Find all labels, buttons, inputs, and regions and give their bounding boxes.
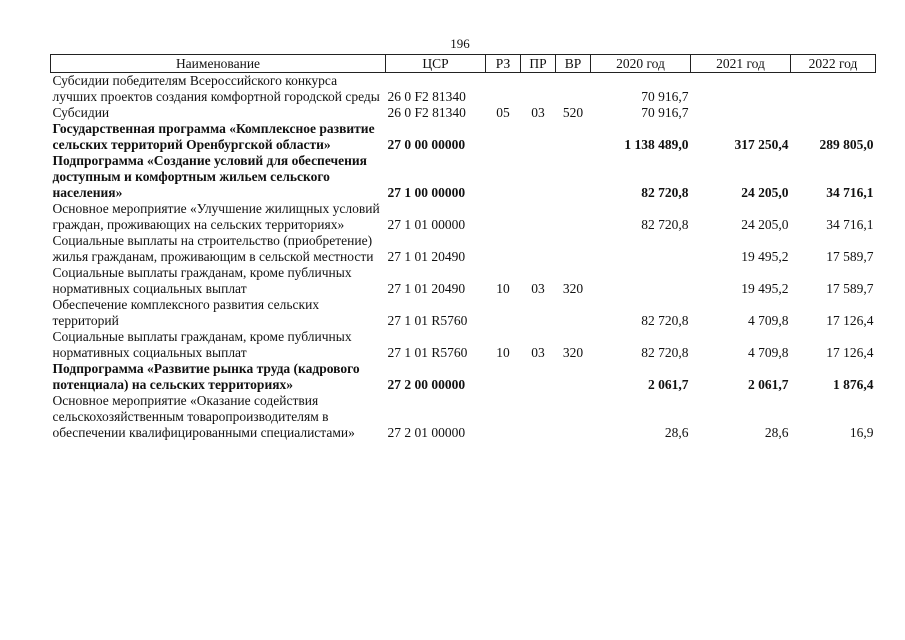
row-2021: 4 709,8 [748, 313, 789, 328]
table-row [51, 361, 876, 393]
row-pr [521, 297, 556, 329]
header-vr: ВР [556, 55, 591, 73]
row-rz [486, 73, 521, 106]
header-2021: 2021 год [691, 55, 791, 73]
row-name: Государственная программа «Комплексное развитие сельских территорий Оренбургской области» [52, 121, 375, 152]
row-2022: 1 876,4 [833, 377, 874, 392]
row-2022: 17 126,4 [826, 313, 874, 328]
row-vr [556, 297, 591, 329]
budget-table [50, 54, 876, 441]
row-name: Основное мероприятие «Оказание содействия сельскохозяйственным товаропроизводителям в обеспечении квалифицированными специалистами» [52, 393, 355, 440]
row-2020: 70 916,7 [641, 105, 689, 120]
row-2020: 1 138 489,0 [624, 137, 689, 152]
table-row [51, 329, 876, 361]
row-rz: 10 [496, 345, 510, 360]
row-2022: 34 716,1 [826, 185, 874, 200]
row-rz [486, 233, 521, 265]
page-number: 196 [450, 36, 470, 51]
table-row [51, 297, 876, 329]
table-row [51, 233, 876, 265]
row-rz [486, 153, 521, 201]
row-2022: 17 126,4 [826, 345, 874, 360]
row-2022 [791, 73, 876, 106]
row-2021: 24 205,0 [741, 185, 789, 200]
row-2021: 19 495,2 [741, 249, 789, 264]
row-2020: 82 720,8 [641, 217, 689, 232]
table-row [51, 201, 876, 233]
row-2020: 28,6 [664, 425, 689, 440]
row-2021: 24 205,0 [741, 217, 789, 232]
row-vr [556, 153, 591, 201]
header-pr: ПР [521, 55, 556, 73]
row-vr [556, 233, 591, 265]
row-pr [521, 233, 556, 265]
row-vr [556, 361, 591, 393]
table-row [51, 105, 876, 121]
row-2022: 34 716,1 [826, 217, 874, 232]
row-pr [521, 393, 556, 441]
table-body [51, 73, 876, 442]
header-csr: ЦСР [386, 55, 486, 73]
row-rz [486, 121, 521, 153]
row-rz [486, 393, 521, 441]
row-csr: 27 2 01 00000 [387, 425, 466, 440]
row-pr [521, 121, 556, 153]
row-name: Социальные выплаты гражданам, кроме публичных нормативных социальных выплат [52, 329, 352, 360]
row-name: Социальные выплаты на строительство (приобретение) жилья гражданам, проживающим в сельской местности [52, 233, 374, 264]
row-2020: 82 720,8 [641, 185, 689, 200]
row-2020: 70 916,7 [641, 89, 689, 104]
row-rz [486, 361, 521, 393]
header-2022: 2022 год [791, 55, 876, 73]
row-2021: 28,6 [764, 425, 789, 440]
row-csr: 27 1 01 20490 [387, 281, 466, 296]
row-2021: 2 061,7 [748, 377, 789, 392]
row-name: Подпрограмма «Создание условий для обеспечения доступным и комфортным жильем сельского населения» [52, 153, 367, 200]
row-csr: 27 1 00 00000 [387, 185, 466, 200]
row-rz [486, 297, 521, 329]
row-pr [521, 201, 556, 233]
row-csr: 26 0 F2 81340 [387, 89, 466, 104]
row-rz [486, 201, 521, 233]
row-vr: 320 [562, 345, 584, 360]
row-vr: 520 [562, 105, 584, 120]
row-2020 [591, 233, 691, 265]
row-csr: 26 0 F2 81340 [387, 105, 466, 120]
row-2022: 17 589,7 [826, 249, 874, 264]
row-2021 [691, 73, 791, 106]
row-vr: 320 [562, 281, 584, 296]
row-pr: 03 [531, 105, 545, 120]
row-2020: 82 720,8 [641, 313, 689, 328]
row-csr: 27 1 01 R5760 [387, 313, 468, 328]
row-csr: 27 0 00 00000 [387, 137, 466, 152]
table-row [51, 393, 876, 441]
row-pr [521, 73, 556, 106]
row-2021: 19 495,2 [741, 281, 789, 296]
header-rz: РЗ [486, 55, 521, 73]
row-2022: 17 589,7 [826, 281, 874, 296]
row-vr [556, 393, 591, 441]
row-name: Обеспечение комплексного развития сельских территорий [52, 297, 320, 328]
table-row [51, 153, 876, 201]
row-pr: 03 [531, 281, 545, 296]
table-row [51, 265, 876, 297]
row-rz: 05 [496, 105, 510, 120]
row-csr: 27 1 01 20490 [387, 249, 466, 264]
header-name: Наименование [51, 55, 386, 73]
row-csr: 27 1 01 R5760 [387, 345, 468, 360]
row-pr: 03 [531, 345, 545, 360]
row-vr [556, 121, 591, 153]
header-row [51, 55, 876, 73]
row-2021: 317 250,4 [734, 137, 789, 152]
row-2020: 82 720,8 [641, 345, 689, 360]
row-name: Подпрограмма «Развитие рынка труда (кадрового потенциала) на сельских территориях» [52, 361, 360, 392]
row-2020 [591, 265, 691, 297]
row-pr [521, 361, 556, 393]
row-2022: 289 805,0 [819, 137, 874, 152]
row-name: Субсидии [52, 105, 110, 120]
row-name: Субсидии победителям Всероссийского конкурса лучших проектов создания комфортной городской среды [52, 73, 380, 104]
row-2021 [691, 105, 791, 121]
table-row [51, 73, 876, 106]
row-2022 [791, 105, 876, 121]
row-csr: 27 1 01 00000 [387, 217, 466, 232]
row-csr: 27 2 00 00000 [387, 377, 466, 392]
row-name: Социальные выплаты гражданам, кроме публичных нормативных социальных выплат [52, 265, 352, 296]
row-vr [556, 73, 591, 106]
header-2020: 2020 год [591, 55, 691, 73]
row-2021: 4 709,8 [748, 345, 789, 360]
row-pr [521, 153, 556, 201]
row-vr [556, 201, 591, 233]
row-rz: 10 [496, 281, 510, 296]
row-name: Основное мероприятие «Улучшение жилищных условий граждан, проживающих на сельских территориях» [52, 201, 380, 232]
row-2022: 16,9 [849, 425, 874, 440]
row-2020: 2 061,7 [648, 377, 689, 392]
table-row [51, 121, 876, 153]
